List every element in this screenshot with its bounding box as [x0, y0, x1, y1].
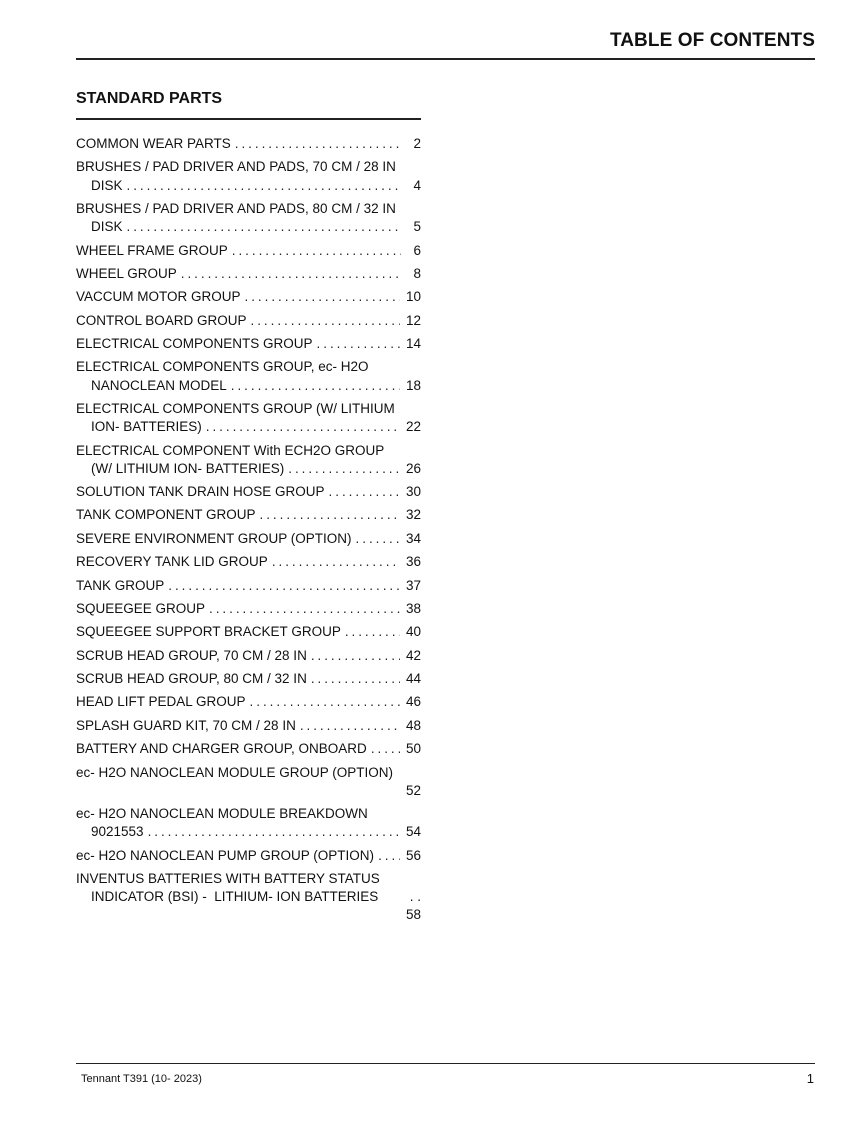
toc-entry-title: HEAD LIFT PEDAL GROUP: [76, 694, 246, 710]
toc-page-number[interactable]: 56: [405, 847, 421, 863]
toc-entry-line: [76, 460, 421, 478]
toc-entry[interactable]: [76, 623, 421, 641]
toc-entry-title: SOLUTION TANK DRAIN HOSE GROUP: [76, 484, 325, 500]
toc-page-number[interactable]: 2: [413, 136, 421, 151]
toc-page-number[interactable]: 12: [405, 312, 421, 328]
toc-leader-dots: [123, 177, 401, 195]
footer-page-number: 1: [806, 1071, 814, 1086]
toc-page-number[interactable]: 37: [405, 577, 421, 593]
toc-page-number[interactable]: 32: [405, 507, 421, 523]
toc-leader-dots: [246, 693, 400, 711]
toc-leader-dots: [123, 218, 401, 236]
toc-page-number[interactable]: 30: [405, 484, 421, 500]
toc-page-number[interactable]: 36: [405, 554, 421, 570]
toc-entry-title: ELECTRICAL COMPONENTS GROUP: [76, 336, 313, 351]
toc-entry-title: TANK GROUP: [76, 577, 165, 593]
toc-entry[interactable]: [76, 400, 421, 436]
toc-entry-line: [76, 530, 421, 548]
toc-leader-dots: [313, 335, 400, 353]
toc-entry[interactable]: [76, 242, 421, 260]
toc-leader-dots: [164, 577, 400, 595]
toc-entry[interactable]: [76, 483, 421, 501]
toc-entry-line: [76, 764, 421, 782]
toc-entry-title: 9021553: [91, 824, 144, 840]
toc-leader-dots: [268, 553, 400, 571]
toc-entry-line: [76, 623, 421, 641]
toc-entry-line: [76, 418, 421, 436]
toc-entry-title: (W/ LITHIUM ION- BATTERIES): [91, 460, 285, 476]
toc-entry-line: [76, 870, 421, 888]
toc-entry-line: [76, 312, 421, 330]
footer-document-id: Tennant T391 (10- 2023): [81, 1073, 202, 1085]
table-of-contents: [76, 135, 421, 930]
toc-page-number[interactable]: 46: [405, 694, 421, 710]
toc-page-number[interactable]: 10: [405, 289, 421, 305]
toc-entry-line: [76, 823, 421, 841]
toc-entry[interactable]: [76, 847, 421, 865]
toc-entry-line: [76, 288, 421, 306]
toc-entry[interactable]: [76, 158, 421, 194]
toc-leader-dots: [227, 377, 400, 395]
toc-page-number[interactable]: 5: [413, 219, 421, 235]
toc-leader-dots: [374, 847, 400, 865]
toc-entry-line: [76, 740, 421, 758]
toc-entry[interactable]: [76, 870, 421, 925]
toc-entry[interactable]: [76, 200, 421, 236]
toc-entry-line: [76, 200, 421, 218]
toc-entry[interactable]: [76, 265, 421, 283]
toc-entry-line: [76, 782, 421, 800]
toc-entry[interactable]: [76, 530, 421, 548]
toc-page-number[interactable]: 38: [405, 600, 421, 616]
toc-page-number[interactable]: 58: [405, 907, 421, 923]
toc-entry-line: [76, 670, 421, 688]
toc-entry[interactable]: [76, 764, 421, 800]
toc-entry[interactable]: [76, 647, 421, 665]
toc-entry-title: SPLASH GUARD KIT, 70 CM / 28 IN: [76, 717, 296, 733]
toc-leader-dots: [325, 483, 400, 501]
toc-entry-title: CONTROL BOARD GROUP: [76, 312, 247, 328]
toc-entry-title: ELECTRICAL COMPONENTS GROUP (W/ LITHIUM: [76, 400, 395, 416]
toc-entry-line: [76, 805, 421, 823]
toc-entry[interactable]: [76, 288, 421, 306]
toc-entry[interactable]: [76, 506, 421, 524]
toc-leader-dots: [228, 242, 401, 260]
toc-entry[interactable]: [76, 335, 421, 353]
toc-entry-line: [76, 265, 421, 283]
toc-entry-title: VACCUM MOTOR GROUP: [76, 289, 241, 305]
toc-entry[interactable]: [76, 135, 421, 153]
toc-page-number[interactable]: 44: [405, 671, 421, 687]
toc-trailing-leader: . .: [409, 889, 421, 905]
toc-page-number[interactable]: 48: [405, 717, 421, 733]
toc-entry[interactable]: [76, 577, 421, 595]
toc-leader-dots: [144, 823, 400, 841]
toc-entry-line: [76, 135, 421, 153]
toc-page-number[interactable]: 6: [413, 242, 421, 258]
toc-leader-dots: [205, 600, 400, 618]
toc-entry-line: [76, 906, 421, 924]
toc-page-number[interactable]: 54: [405, 824, 421, 840]
toc-entry-title: BRUSHES / PAD DRIVER AND PADS, 70 CM / 28 IN: [76, 159, 396, 175]
toc-page-number[interactable]: 40: [405, 624, 421, 640]
toc-entry-title: SEVERE ENVIRONMENT GROUP (OPTION): [76, 530, 352, 546]
toc-entry-title: WHEEL FRAME GROUP: [76, 242, 228, 258]
toc-leader-dots: [231, 135, 401, 153]
toc-page-number[interactable]: 50: [405, 741, 421, 757]
toc-entry-title: TANK COMPONENT GROUP: [76, 507, 256, 523]
toc-entry-title: BATTERY AND CHARGER GROUP, ONBOARD: [76, 741, 367, 757]
toc-leader-dots: [247, 312, 400, 330]
toc-leader-dots: [307, 647, 400, 665]
toc-entry-line: [76, 888, 421, 906]
toc-page-number[interactable]: 52: [405, 782, 421, 798]
toc-entry-title: SQUEEGEE GROUP: [76, 600, 206, 616]
toc-entry-line: [76, 377, 421, 395]
toc-entry[interactable]: [76, 358, 421, 394]
toc-entry[interactable]: [76, 600, 421, 618]
footer-divider: [76, 1063, 815, 1064]
toc-entry[interactable]: [76, 670, 421, 688]
toc-page-number[interactable]: 22: [405, 419, 421, 435]
toc-entry-line: [76, 553, 421, 571]
toc-entry-line: [76, 506, 421, 524]
toc-leader-dots: [256, 506, 400, 524]
toc-entry-line: [76, 158, 421, 176]
toc-entry-line: [76, 442, 421, 460]
toc-entry-line: [76, 600, 421, 618]
toc-page-number[interactable]: 8: [413, 265, 421, 281]
toc-leader-dots: [202, 418, 400, 436]
toc-leader-dots: [341, 623, 400, 641]
toc-entry-title: DISK: [91, 219, 123, 235]
toc-entry-line: [76, 717, 421, 735]
toc-entry-title: BRUSHES / PAD DRIVER AND PADS, 80 CM / 32 IN: [76, 200, 396, 216]
toc-entry-title: WHEEL GROUP: [76, 265, 177, 281]
page-header-title: TABLE OF CONTENTS: [609, 30, 815, 51]
toc-entry-title: RECOVERY TANK LID GROUP: [76, 554, 268, 570]
toc-entry[interactable]: [76, 805, 421, 841]
toc-leader-dots: [367, 740, 400, 758]
toc-entry-title: INDICATOR (BSI) - LITHIUM- ION BATTERIES: [91, 889, 379, 905]
toc-entry-title: ELECTRICAL COMPONENTS GROUP, ec- H2O: [76, 359, 369, 375]
toc-entry-title: ec- H2O NANOCLEAN PUMP GROUP (OPTION): [76, 847, 375, 863]
toc-entry-line: [76, 358, 421, 376]
toc-entry-title: SCRUB HEAD GROUP, 70 CM / 28 IN: [76, 647, 307, 663]
toc-entry-line: [76, 218, 421, 236]
toc-page-number[interactable]: 26: [405, 460, 421, 476]
toc-entry-line: [76, 335, 421, 353]
toc-entry[interactable]: [76, 717, 421, 735]
toc-leader-dots: [352, 530, 400, 548]
toc-entry-line: [76, 577, 421, 595]
toc-entry-title: ELECTRICAL COMPONENT With ECH2O GROUP: [76, 442, 385, 458]
toc-entry-title: ION- BATTERIES): [91, 419, 202, 435]
toc-leader-dots: [177, 265, 401, 283]
toc-entry-line: [76, 483, 421, 501]
toc-entry-title: SCRUB HEAD GROUP, 80 CM / 32 IN: [76, 671, 307, 687]
toc-leader-dots: [307, 670, 400, 688]
toc-page-number[interactable]: 4: [413, 177, 421, 193]
toc-entry[interactable]: [76, 442, 421, 478]
toc-leader-dots: [296, 717, 400, 735]
toc-entry-line: [76, 693, 421, 711]
toc-entry-title: ec- H2O NANOCLEAN MODULE BREAKDOWN: [76, 806, 368, 822]
toc-page-number[interactable]: 42: [405, 647, 421, 663]
toc-page-number[interactable]: 34: [405, 530, 421, 546]
toc-entry-title: ec- H2O NANOCLEAN MODULE GROUP (OPTION): [76, 764, 394, 780]
toc-entry-line: [76, 242, 421, 260]
toc-entry-line: [76, 647, 421, 665]
toc-entry-title: SQUEEGEE SUPPORT BRACKET GROUP: [76, 624, 341, 640]
toc-entry-title: NANOCLEAN MODEL: [91, 377, 227, 393]
toc-entry[interactable]: [76, 312, 421, 330]
header-divider: [76, 58, 815, 60]
toc-entry-title: COMMON WEAR PARTS: [76, 136, 231, 151]
toc-leader-dots: [241, 288, 400, 306]
toc-page-number[interactable]: 14: [405, 336, 421, 351]
toc-leader-dots: [284, 460, 400, 478]
toc-page-number[interactable]: 18: [405, 377, 421, 393]
toc-entry[interactable]: [76, 740, 421, 758]
section-divider: [76, 118, 421, 120]
toc-entry-line: [76, 847, 421, 865]
toc-entry-line: [76, 400, 421, 418]
toc-entry-title: DISK: [91, 177, 123, 193]
toc-entry[interactable]: [76, 553, 421, 571]
toc-entry[interactable]: [76, 693, 421, 711]
section-title: STANDARD PARTS: [76, 90, 223, 107]
toc-entry-line: [76, 177, 421, 195]
toc-entry-title: INVENTUS BATTERIES WITH BATTERY STATUS: [76, 871, 380, 887]
